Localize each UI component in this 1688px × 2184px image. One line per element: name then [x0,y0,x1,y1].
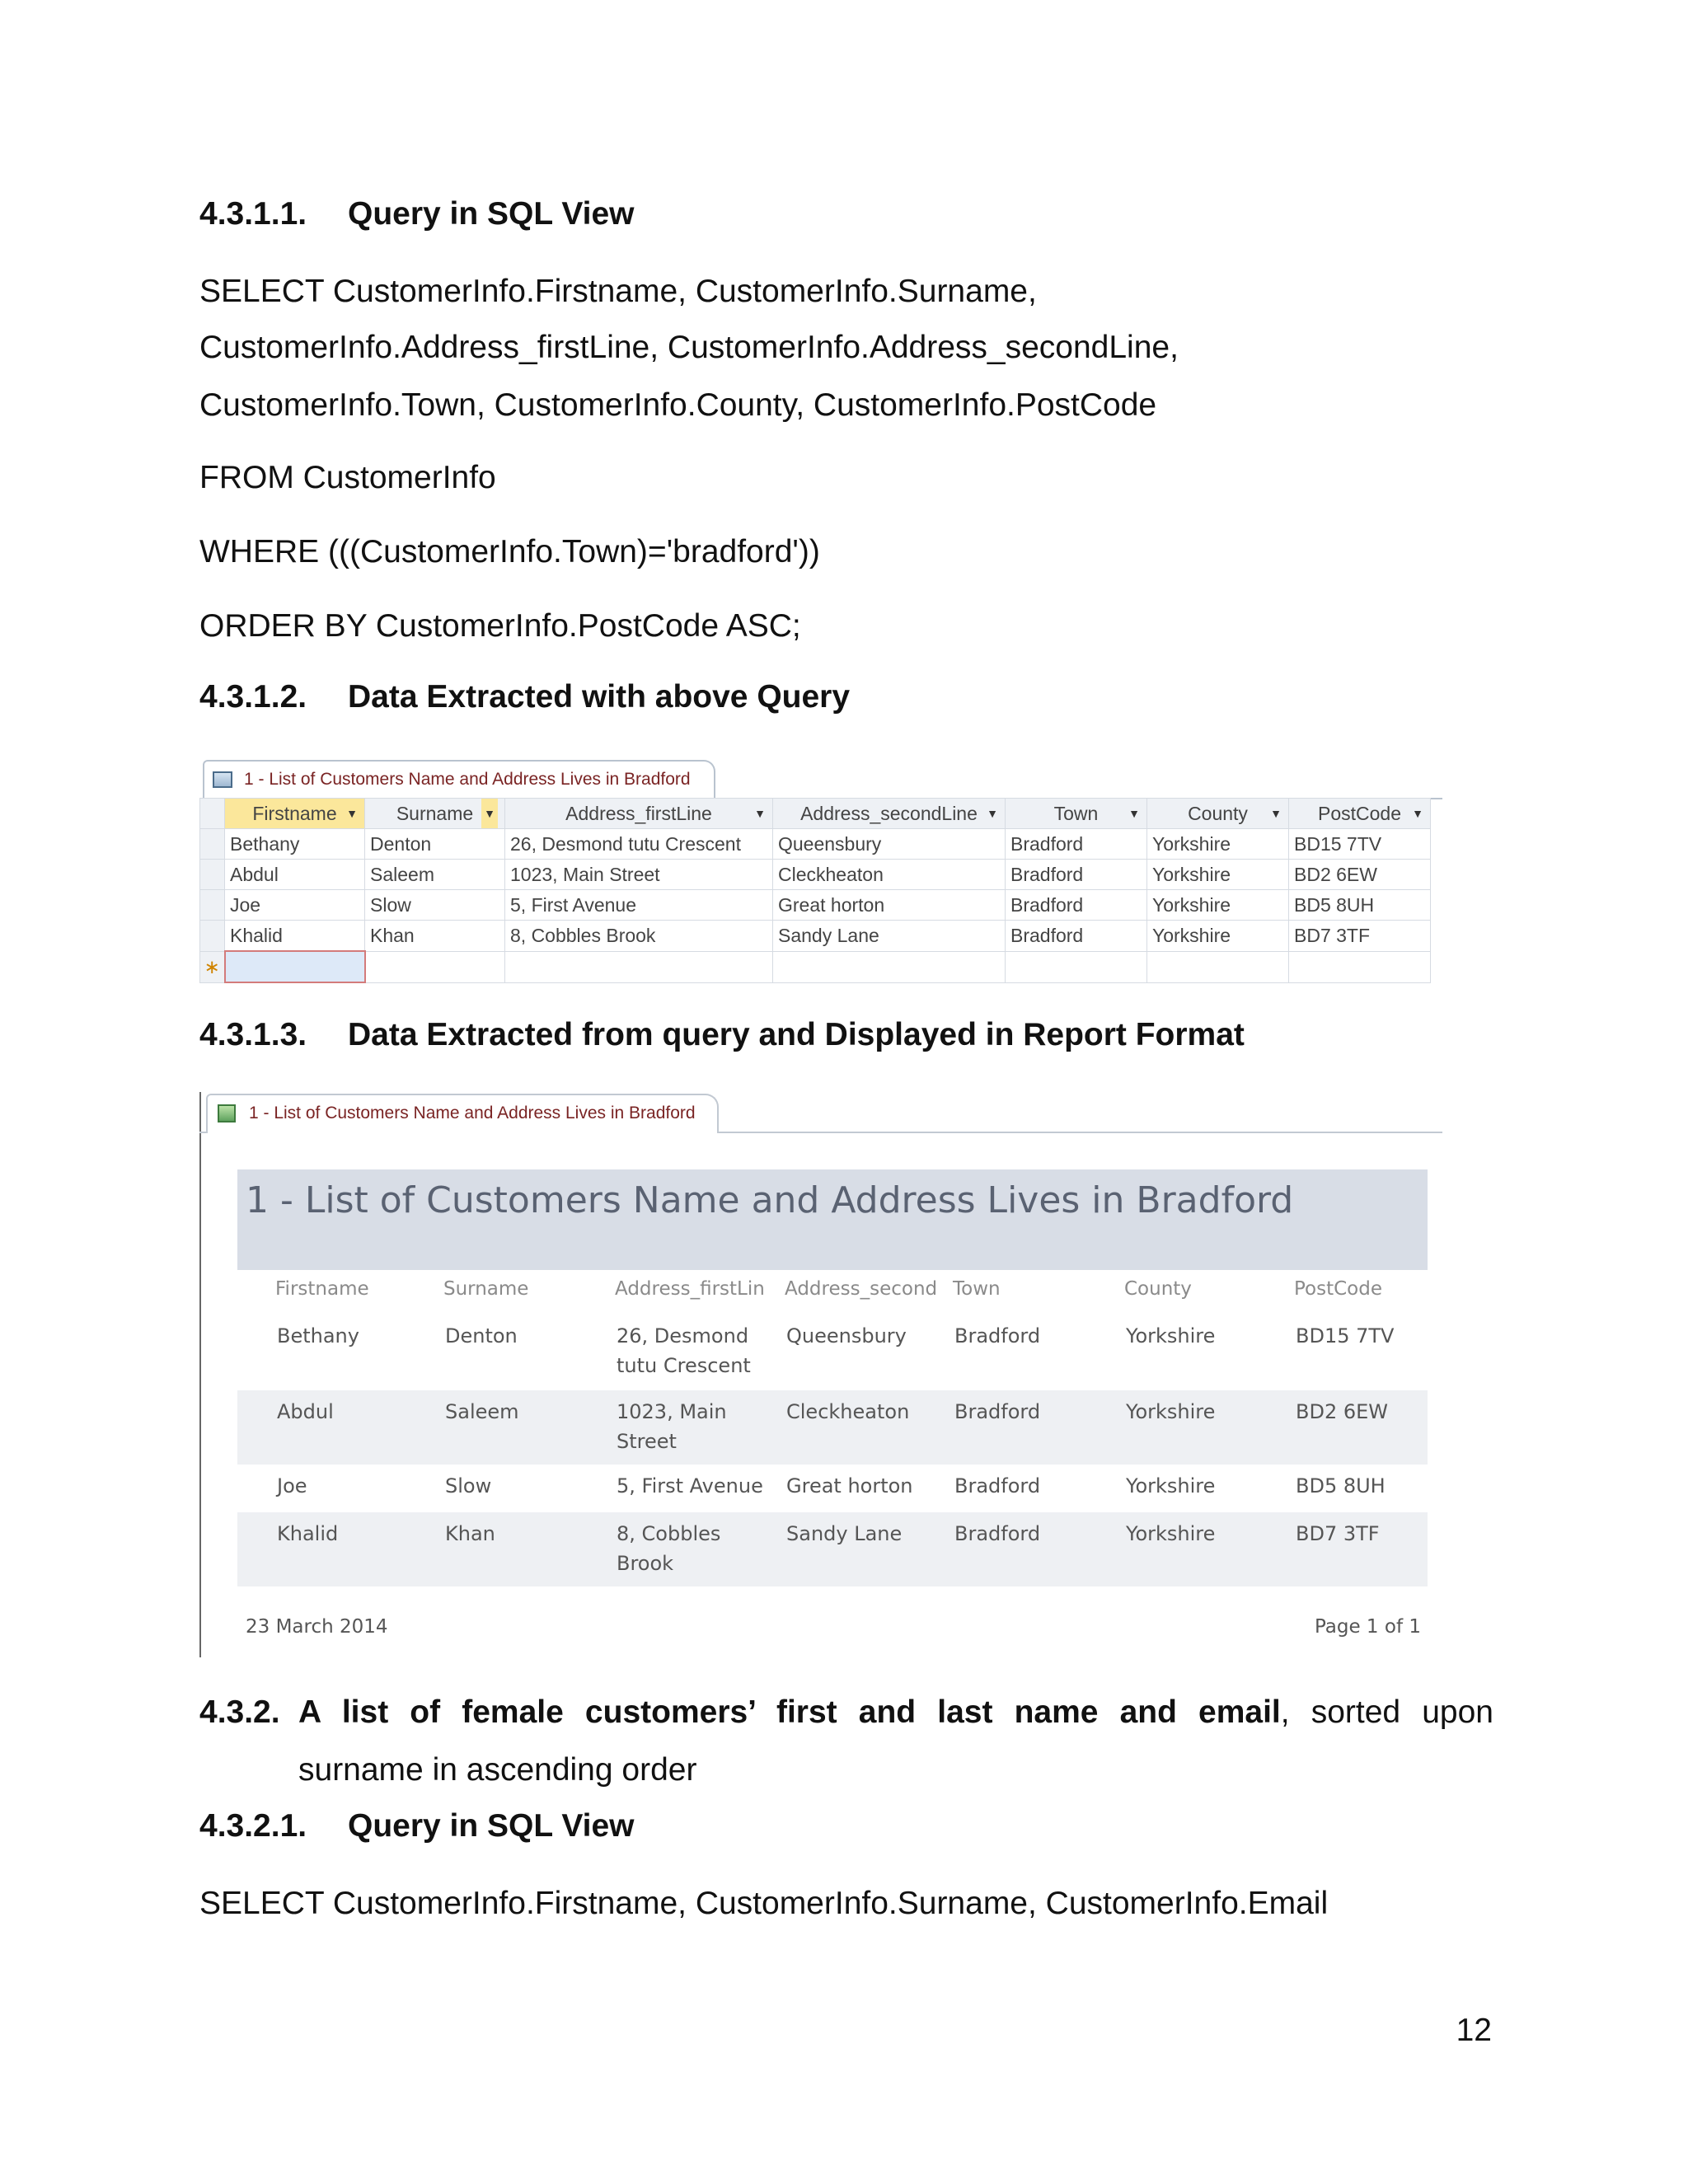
table-cell[interactable]: BD7 3TF [1289,921,1431,952]
datasheet-tab[interactable] [203,760,715,799]
table-cell[interactable]: BD5 8UH [1289,890,1431,921]
datasheet-tab-bar [199,757,1442,799]
section-title: Query in SQL View [348,1808,635,1844]
report-title-band [237,1169,1428,1270]
sql-line-1: SELECT CustomerInfo.Firstname, CustomerInfo.Surname, [199,274,1037,309]
section-title-rest: , sorted upon [1280,1694,1493,1730]
report-cell: Yorkshire [1126,1400,1216,1423]
report-cell: BD15 7TV [1296,1324,1395,1347]
section-heading-4-3-1-3 [199,1017,1245,1053]
dropdown-arrow-icon[interactable]: ▼ [754,807,766,820]
report-cell-line: Brook [617,1552,674,1575]
new-record-row [200,951,1431,982]
report-tab-label: 1 - List of Customers Name and Address Lives in Bradford [249,1104,696,1122]
report-cell: BD5 8UH [1296,1474,1386,1497]
sql2-line-1: SELECT CustomerInfo.Firstname, CustomerInfo.Surname, CustomerInfo.Email [199,1886,1329,1921]
report-left-border [199,1092,201,1657]
report-column-header: Address_second [785,1278,938,1300]
section-heading-4-3-2-1 [199,1808,635,1844]
report-cell-line: Street [617,1430,677,1453]
table-cell[interactable]: Sandy Lane [773,921,1006,952]
report-cell: Khan [445,1522,495,1545]
report-cell: BD2 6EW [1296,1400,1389,1423]
table-cell[interactable]: Slow [365,890,505,921]
new-record-cell[interactable] [365,951,505,982]
datasheet-tab-label: 1 - List of Customers Name and Address Lives in Bradford [244,770,691,789]
new-record-icon: ∗ [200,951,225,982]
section-number: 4.3.2.1. [199,1808,307,1844]
column-header-label: Firstname [252,802,337,824]
dropdown-arrow-icon[interactable]: ▼ [987,807,998,820]
dropdown-arrow-icon[interactable]: ▼ [1128,807,1140,820]
table-cell[interactable]: Bradford [1006,890,1147,921]
section-heading-4-3-2 [199,1694,1493,1731]
table-cell[interactable]: Denton [365,829,505,860]
new-record-cell[interactable] [225,951,365,982]
report-cell: Yorkshire [1126,1474,1216,1497]
report-cell: Bethany [277,1324,359,1347]
sql-line-5: WHERE (((CustomerInfo.Town)='bradford')) [199,534,820,569]
section-title: A list of female customers’ first and last name and email [298,1694,1281,1730]
row-selector[interactable] [200,921,225,952]
report-cell [617,1397,727,1456]
table-cell[interactable]: BD2 6EW [1289,860,1431,890]
table-row [200,890,1431,921]
new-record-cell[interactable] [773,951,1006,982]
column-header-surname[interactable] [365,799,505,829]
sql-line-4: FROM CustomerInfo [199,460,496,495]
table-cell[interactable]: 8, Cobbles Brook [505,921,773,952]
column-header-county[interactable] [1147,799,1289,829]
dropdown-arrow-icon[interactable]: ▼ [481,799,498,828]
sql-line-3: CustomerInfo.Town, CustomerInfo.County, CustomerInfo.PostCode [199,387,1157,423]
report-cell: Bradford [954,1474,1041,1497]
column-header-postcode[interactable] [1289,799,1431,829]
column-header-label: Surname [396,802,474,824]
report-cell: Slow [445,1474,492,1497]
report-cell-line: 8, Cobbles [617,1522,721,1545]
table-cell[interactable]: 5, First Avenue [505,890,773,921]
table-cell[interactable]: Khan [365,921,505,952]
datasheet-grid [199,798,1431,983]
table-cell[interactable]: Abdul [225,860,365,890]
report-column-header: Address_firstLin [615,1278,765,1300]
report-cell: Cleckheaton [786,1400,910,1423]
report-cell: Joe [277,1474,307,1497]
report-tab-bar [199,1092,1442,1133]
section-title-continuation: surname in ascending order [298,1752,697,1788]
report-cell: Great horton [786,1474,913,1497]
report-icon [218,1104,236,1122]
column-header-address-secondline[interactable] [773,799,1006,829]
table-cell[interactable]: Yorkshire [1147,829,1289,860]
report-cell [617,1519,720,1578]
report-view [199,1092,1442,1657]
datasheet-view [199,757,1442,981]
row-selector[interactable] [200,860,225,890]
page-number: 12 [1456,2013,1492,2048]
table-cell[interactable]: Bradford [1006,921,1147,952]
report-cell: Bradford [954,1522,1041,1545]
report-column-header: County [1124,1278,1192,1300]
report-cell [617,1321,751,1380]
section-number: 4.3.2. [199,1694,280,1730]
report-cell: Abdul [277,1400,334,1423]
report-page-number: Page 1 of 1 [1314,1616,1421,1638]
report-cell: Khalid [277,1522,339,1545]
new-record-cell[interactable] [1006,951,1147,982]
column-header-address-firstline[interactable] [505,799,773,829]
sql-line-2: CustomerInfo.Address_firstLine, CustomerInfo.Address_secondLine, [199,330,1179,365]
column-header-label: PostCode [1317,802,1401,824]
new-record-cell[interactable] [1289,951,1431,982]
table-cell[interactable]: Saleem [365,860,505,890]
table-cell[interactable]: Queensbury [773,829,1006,860]
table-cell[interactable]: Bethany [225,829,365,860]
dropdown-arrow-icon[interactable]: ▼ [1270,807,1282,820]
section-heading-4-3-1-2 [199,679,850,715]
column-header-label: Town [1053,802,1099,824]
column-header-label: Address_secondLine [800,802,978,824]
datasheet-header-row [200,799,1431,829]
report-column-header: PostCode [1294,1278,1383,1300]
column-header-label: County [1188,802,1248,824]
table-cell[interactable]: 26, Desmond tutu Crescent [505,829,773,860]
section-title: Data Extracted from query and Displayed in Report Format [348,1017,1245,1052]
table-cell[interactable]: Yorkshire [1147,890,1289,921]
report-cell-line: 26, Desmond [617,1324,749,1347]
dropdown-arrow-icon[interactable]: ▼ [1412,807,1423,820]
report-cell: 5, First Avenue [617,1474,763,1497]
new-record-cell[interactable] [1147,951,1289,982]
report-cell: Yorkshire [1126,1522,1216,1545]
table-cell[interactable]: BD15 7TV [1289,829,1431,860]
section-title: Data Extracted with above Query [348,679,851,715]
report-cell-line: tutu Crescent [617,1354,751,1377]
section-number: 4.3.1.3. [199,1017,307,1052]
sql-line-6: ORDER BY CustomerInfo.PostCode ASC; [199,608,801,644]
section-title: Query in SQL View [348,196,635,232]
report-title: 1 - List of Customers Name and Address Lives in Bradford [246,1179,1294,1221]
report-column-header: Town [953,1278,1001,1300]
row-selector[interactable] [200,890,225,921]
table-cell[interactable]: Joe [225,890,365,921]
dropdown-arrow-icon[interactable]: ▼ [346,807,358,820]
report-cell: Bradford [954,1324,1041,1347]
table-cell[interactable]: 1023, Main Street [505,860,773,890]
report-cell: Denton [445,1324,518,1347]
table-row [200,921,1431,952]
query-icon [213,771,232,788]
report-tab[interactable] [206,1094,719,1133]
table-cell[interactable]: Cleckheaton [773,860,1006,890]
section-heading-4-3-1-1 [199,196,635,232]
report-cell: BD7 3TF [1296,1522,1380,1545]
column-header-label: Address_firstLine [565,802,712,824]
report-column-header: Firstname [275,1278,369,1300]
report-cell: Bradford [954,1400,1041,1423]
table-cell[interactable]: Yorkshire [1147,860,1289,890]
report-column-header: Surname [443,1278,529,1300]
report-cell: Sandy Lane [786,1522,903,1545]
report-date: 23 March 2014 [246,1616,388,1638]
row-selector[interactable] [200,829,225,860]
table-row [200,860,1431,890]
table-cell[interactable]: Great horton [773,890,1006,921]
report-cell: Saleem [445,1400,519,1423]
column-header-firstname[interactable] [225,799,365,829]
section-number: 4.3.1.1. [199,196,307,232]
report-cell: Yorkshire [1126,1324,1216,1347]
section-number: 4.3.1.2. [199,679,307,715]
table-row [200,829,1431,860]
report-cell: Queensbury [786,1324,907,1347]
select-all-cell[interactable] [200,799,225,829]
table-cell[interactable]: Bradford [1006,860,1147,890]
table-cell[interactable]: Bradford [1006,829,1147,860]
table-cell[interactable]: Yorkshire [1147,921,1289,952]
report-cell-line: 1023, Main [617,1400,727,1423]
column-header-town[interactable] [1006,799,1147,829]
new-record-cell[interactable] [505,951,773,982]
table-cell[interactable]: Khalid [225,921,365,952]
